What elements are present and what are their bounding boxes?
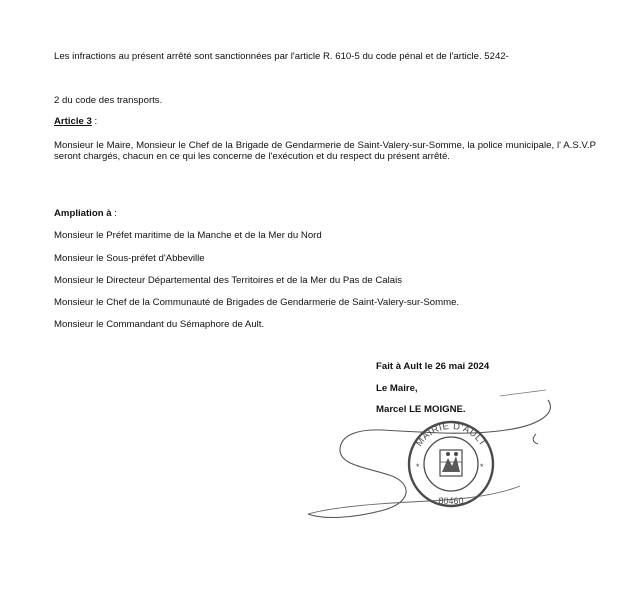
- article-3-heading: [54, 116, 97, 128]
- stamp-star-right-icon: *: [480, 462, 484, 472]
- intro-line-2: 2 du code des transports.: [54, 95, 163, 106]
- article-3-heading-colon: :: [91, 116, 98, 127]
- ampliation-item: Monsieur le Préfet maritime de la Manche et de la Mer du Nord: [54, 230, 322, 241]
- coat-of-arms-icon: [440, 450, 462, 476]
- stamp-top-text: MAIRIE D'AULT: [413, 420, 489, 449]
- ampliation-item: Monsieur le Chef de la Communauté de Brigades de Gendarmerie de Saint-Valery-sur-Somme.: [54, 297, 460, 308]
- stamp-star-left-icon: *: [416, 462, 420, 472]
- ampliation-item: Monsieur le Commandant du Sémaphore de Ault.: [54, 319, 265, 330]
- ampliation-heading-label: Ampliation à: [54, 208, 112, 219]
- ampliation-heading-colon: :: [111, 208, 117, 219]
- intro-line-1: Les infractions au présent arrêté sont sanctionnées par l'article R. 610-5 du code pénal et de l'article. 5242-: [54, 51, 509, 62]
- signature-place-date: Fait à Ault le 26 mai 2024: [376, 361, 490, 372]
- signature-role: Le Maire,: [376, 383, 418, 394]
- article-3-body: Monsieur le Maire, Monsieur le Chef de la Brigade de Gendarmerie de Saint-Valery-sur-Somme, la police municipale, l' A.S.V.P seront chargés, chacun en ce qui les concerne de l'exécution et du respect du présent arrêté.: [54, 140, 596, 162]
- article-3-heading-label: Article 3: [54, 116, 92, 127]
- ampliation-heading: [54, 208, 117, 220]
- svg-text:MAIRIE D'AULT: [414, 421, 489, 449]
- mairie-stamp: [404, 412, 498, 510]
- stamp-postal-code: 80460: [438, 496, 464, 506]
- ampliation-item: Monsieur le Directeur Départemental des Territoires et de la Mer du Pas de Calais: [54, 275, 403, 286]
- ampliation-item: Monsieur le Sous-préfet d'Abbeville: [54, 253, 205, 264]
- signature-name: Marcel LE MOIGNE.: [376, 404, 466, 415]
